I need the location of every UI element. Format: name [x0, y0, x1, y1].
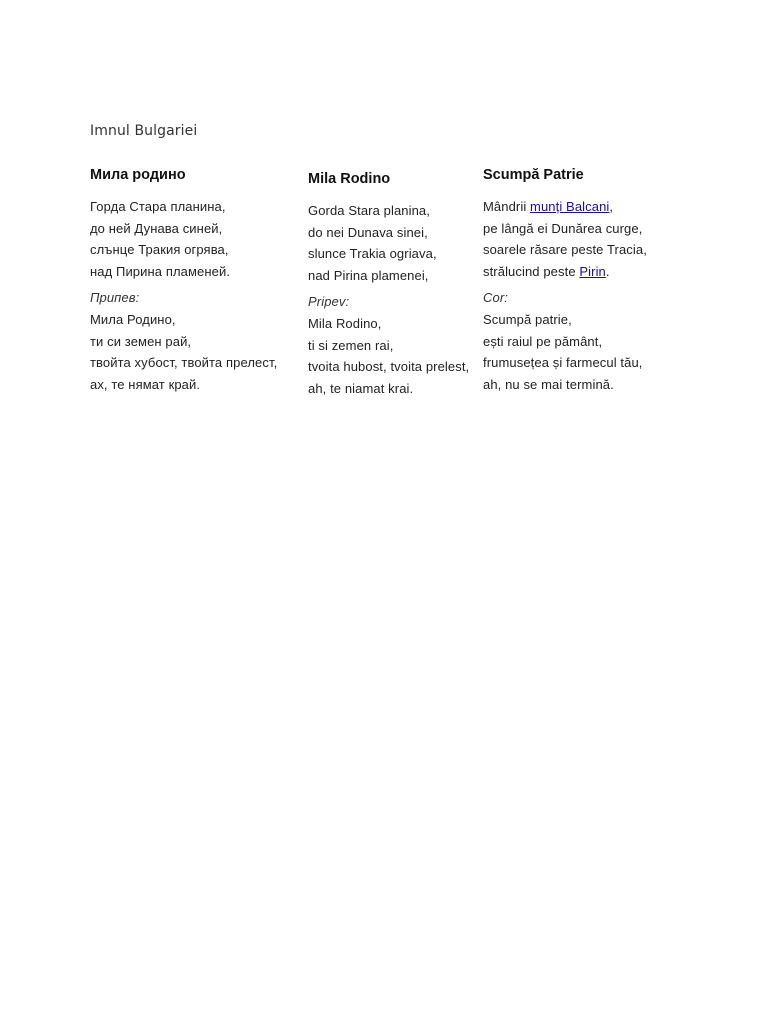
verse-line: слънце Тракия огрява,	[90, 242, 229, 258]
verse-line: Горда Стара планина,	[90, 199, 226, 214]
chorus-line: ah, nu se mai termină.	[483, 376, 614, 392]
verse-text: ,	[609, 199, 614, 214]
verse-line	[483, 261, 693, 283]
column-bulgarian	[90, 166, 280, 395]
column-heading: Mila Rodino	[308, 171, 391, 187]
chorus-line: Scumpă patrie,	[483, 311, 572, 327]
chorus-line: ti si zemen rai,	[308, 337, 394, 353]
column-heading: Scumpă Patrie	[483, 167, 584, 183]
chorus-line: Мила Родино,	[90, 311, 176, 327]
verse-line: над Пирина пламеней.	[90, 263, 231, 279]
verse-text: strălucind peste	[483, 263, 580, 279]
verse	[90, 196, 280, 282]
verse-text: .	[605, 263, 610, 279]
chorus	[308, 291, 498, 399]
verse-line: do nei Dunava sinei,	[308, 224, 428, 240]
chorus-line: ти си земен рай,	[90, 333, 192, 349]
verse-line: nad Pirina plamenei,	[308, 267, 429, 283]
verse-line: pe lângă ei Dunărea curge,	[483, 220, 643, 236]
verse-line: slunce Trakia ogriava,	[308, 246, 437, 262]
verse-line	[483, 196, 693, 218]
chorus-label: Припев:	[90, 290, 140, 306]
chorus-line: твойта хубост, твойта прелест,	[90, 355, 278, 371]
verse-text: Mândrii	[483, 199, 531, 214]
chorus-line: ești raiul pe pământ,	[483, 333, 603, 349]
chorus-line: Mila Rodino,	[308, 315, 382, 331]
link-munti-balcani[interactable]: munți Balcani	[530, 199, 610, 214]
page-title: Imnul Bulgariei	[90, 123, 198, 139]
column-heading: Мила родино	[90, 167, 186, 183]
verse	[308, 200, 498, 286]
chorus-line: frumusețea și farmecul tău,	[483, 355, 643, 371]
column-romanian	[483, 166, 693, 395]
verse-line: до ней Дунава синей,	[90, 220, 223, 236]
chorus-label: Pripev:	[308, 294, 350, 310]
column-transliteration	[308, 170, 498, 399]
chorus-line: ah, te niamat krai.	[308, 380, 414, 396]
chorus	[90, 287, 280, 395]
chorus-label: Cor:	[483, 290, 508, 306]
chorus-line: ах, те нямат край.	[90, 376, 201, 392]
verse-line: soarele răsare peste Tracia,	[483, 242, 647, 258]
link-pirin[interactable]: Pirin	[579, 263, 606, 279]
verse	[483, 196, 693, 282]
chorus-line: tvoita hubost, tvoita prelest,	[308, 359, 470, 375]
chorus	[483, 287, 693, 395]
verse-line: Gorda Stara planina,	[308, 203, 430, 218]
